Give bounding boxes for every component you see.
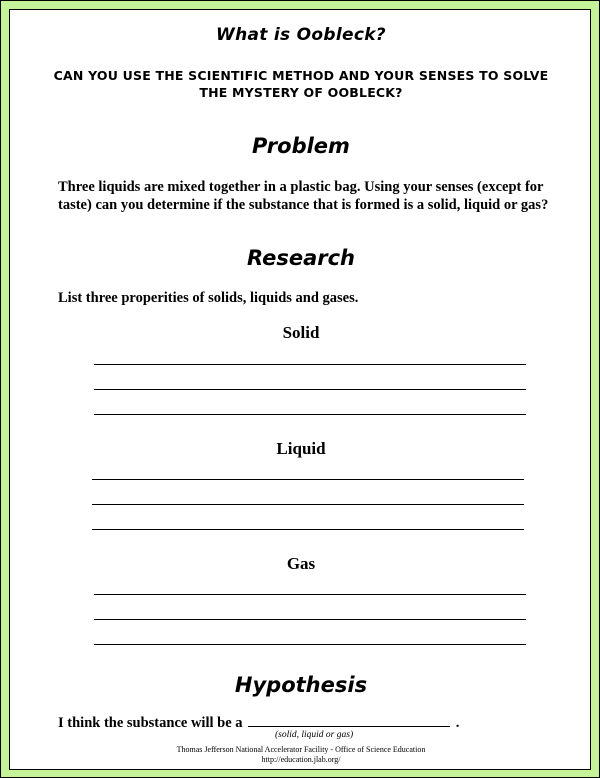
- hypothesis-period: .: [455, 715, 460, 731]
- solid-answer-line-1[interactable]: [94, 364, 526, 365]
- problem-text: Three liquids are mixed together in a plastic bag. Using your senses (except for taste) can you determine if the substance that is formed is a solid, liquid or gas?: [58, 179, 549, 213]
- footer-organization: Thomas Jefferson National Accelerator Facility - Office of Science Education: [176, 745, 426, 754]
- liquid-answer-line-2[interactable]: [92, 504, 524, 505]
- gas-label: Gas: [286, 554, 316, 573]
- footer: [10, 745, 592, 765]
- hypothesis-hint: (solid, liquid or gas): [275, 730, 354, 740]
- solid-answer-line-2[interactable]: [94, 389, 526, 390]
- hypothesis-heading: Hypothesis: [234, 673, 368, 697]
- worksheet-title: What is Oobleck?: [216, 25, 386, 45]
- gas-answer-line-1[interactable]: [94, 594, 526, 595]
- worksheet-subtitle: [10, 67, 592, 101]
- subtitle-line-1: CAN YOU USE THE SCIENTIFIC METHOD AND YOUR SENSES TO SOLVE: [53, 68, 549, 83]
- solid-label: Solid: [282, 323, 320, 342]
- worksheet: [9, 9, 591, 770]
- gas-answer-line-3[interactable]: [94, 644, 526, 645]
- footer-url[interactable]: http://education.jlab.org/: [261, 755, 341, 764]
- problem-heading: Problem: [252, 134, 350, 158]
- research-instruction: List three properities of solids, liquids and gases.: [58, 290, 359, 306]
- liquid-answer-line-1[interactable]: [92, 479, 524, 480]
- solid-answer-line-3[interactable]: [94, 414, 526, 415]
- subtitle-line-2: THE MYSTERY OF OOBLECK?: [199, 85, 403, 100]
- hypothesis-answer-blank[interactable]: [248, 713, 450, 727]
- research-heading: Research: [246, 246, 356, 270]
- liquid-answer-line-3[interactable]: [92, 529, 524, 530]
- gas-answer-line-2[interactable]: [94, 619, 526, 620]
- liquid-label: Liquid: [276, 439, 326, 458]
- hypothesis-prompt: I think the substance will be a: [58, 715, 243, 731]
